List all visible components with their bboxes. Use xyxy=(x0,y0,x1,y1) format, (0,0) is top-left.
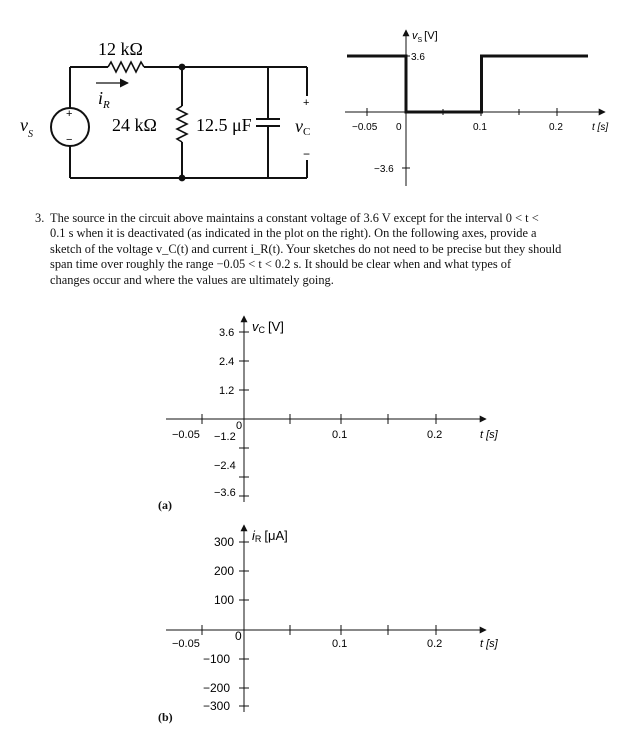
r2-label: 24 kΩ xyxy=(112,115,157,135)
axes-b-ytick-200: 200 xyxy=(214,564,235,578)
axes-a-ytick-neg12: −1.2 xyxy=(214,431,236,443)
axes-a-ytick-36: 3.6 xyxy=(219,327,235,339)
axes-b-ytick-neg300: −300 xyxy=(203,699,231,713)
axes-a-zero: 0 xyxy=(236,420,243,432)
source-plot xyxy=(345,30,605,186)
junction-dot-bottom xyxy=(179,175,186,182)
resistor-24k xyxy=(177,106,187,142)
problem-line-1: The source in the circuit above maintains a constant voltage of 3.6 V except for the interval 0 < t < xyxy=(50,211,539,225)
axes-a-xtick-02: 0.2 xyxy=(427,429,443,441)
axes-a xyxy=(166,316,486,502)
axes-a-ytick-neg24: −2.4 xyxy=(214,460,236,472)
source-plot-xtick-0: 0 xyxy=(396,122,402,133)
part-b-label: (b) xyxy=(158,710,173,724)
axes-b-xtick-neg005: −0.05 xyxy=(172,638,200,650)
axes-a-ytick-neg36: −3.6 xyxy=(214,487,236,499)
axes-b-ylabel: iR [μA] xyxy=(252,528,288,544)
axes-a-ylabel: vC [V] xyxy=(252,319,284,335)
axes-b-ytick-100: 100 xyxy=(214,593,235,607)
source-minus: − xyxy=(66,134,73,146)
problem-statement xyxy=(35,211,610,288)
axes-a-ytick-12: 1.2 xyxy=(219,385,235,397)
source-plot-xlabel: t [s] xyxy=(592,122,609,133)
source-plot-xtick-02: 0.2 xyxy=(549,122,563,133)
source-plot-xtick-01: 0.1 xyxy=(473,122,487,133)
problem-line-5: changes occur and where the values are ultimately going. xyxy=(50,272,334,287)
axes-b-xtick-01: 0.1 xyxy=(332,638,348,650)
axes-b-xlabel: t [s] xyxy=(480,638,498,650)
junction-dot-top xyxy=(179,64,186,71)
axes-b-ytick-neg100: −100 xyxy=(203,652,231,666)
problem-line-4: span time over roughly the range −0.05 < t < 0.2 s. It should be clear when and what types of xyxy=(50,257,512,272)
source-plot-ytick-36: 3.6 xyxy=(411,52,425,63)
current-label: $i_R$ xyxy=(98,88,110,111)
cap-label: 12.5 μF xyxy=(196,115,252,135)
vc-plus: + xyxy=(303,97,310,109)
axes-b-zero: 0 xyxy=(235,629,242,643)
axes-b-ytick-300: 300 xyxy=(214,535,235,549)
axes-a-xtick-neg005: −0.05 xyxy=(172,429,200,441)
axes-a-xlabel: t [s] xyxy=(480,429,498,441)
problem-line-2: 0.1 s when it is deactivated (as indicated in the plot on the right). On the following axes, provide a xyxy=(50,226,537,241)
part-a-label: (a) xyxy=(158,498,172,512)
axes-a-ytick-24: 2.4 xyxy=(219,356,235,368)
source-label: $v_S$ xyxy=(20,115,33,140)
axes-a-xtick-01: 0.1 xyxy=(332,429,348,441)
source-plot-ytick-neg36: −3.6 xyxy=(374,164,394,175)
vc-minus: − xyxy=(303,147,311,161)
r1-label: 12 kΩ xyxy=(98,39,143,59)
vc-label: vC xyxy=(295,116,311,138)
problem-line-3: sketch of the voltage v_C(t) and current i_R(t). Your sketches do not need to be precise but they should xyxy=(50,241,562,256)
resistor-12k xyxy=(108,62,144,72)
source-plus: + xyxy=(66,108,73,120)
problem-number: 3. xyxy=(35,211,45,225)
axes-b-xtick-02: 0.2 xyxy=(427,638,443,650)
circuit-diagram xyxy=(51,62,310,178)
axes-b-ytick-neg200: −200 xyxy=(203,681,231,695)
source-voltage-line xyxy=(347,56,588,112)
source-plot-ylabel: $v_S$ [V] xyxy=(412,30,438,44)
source-plot-xtick-neg005: −0.05 xyxy=(352,122,378,133)
